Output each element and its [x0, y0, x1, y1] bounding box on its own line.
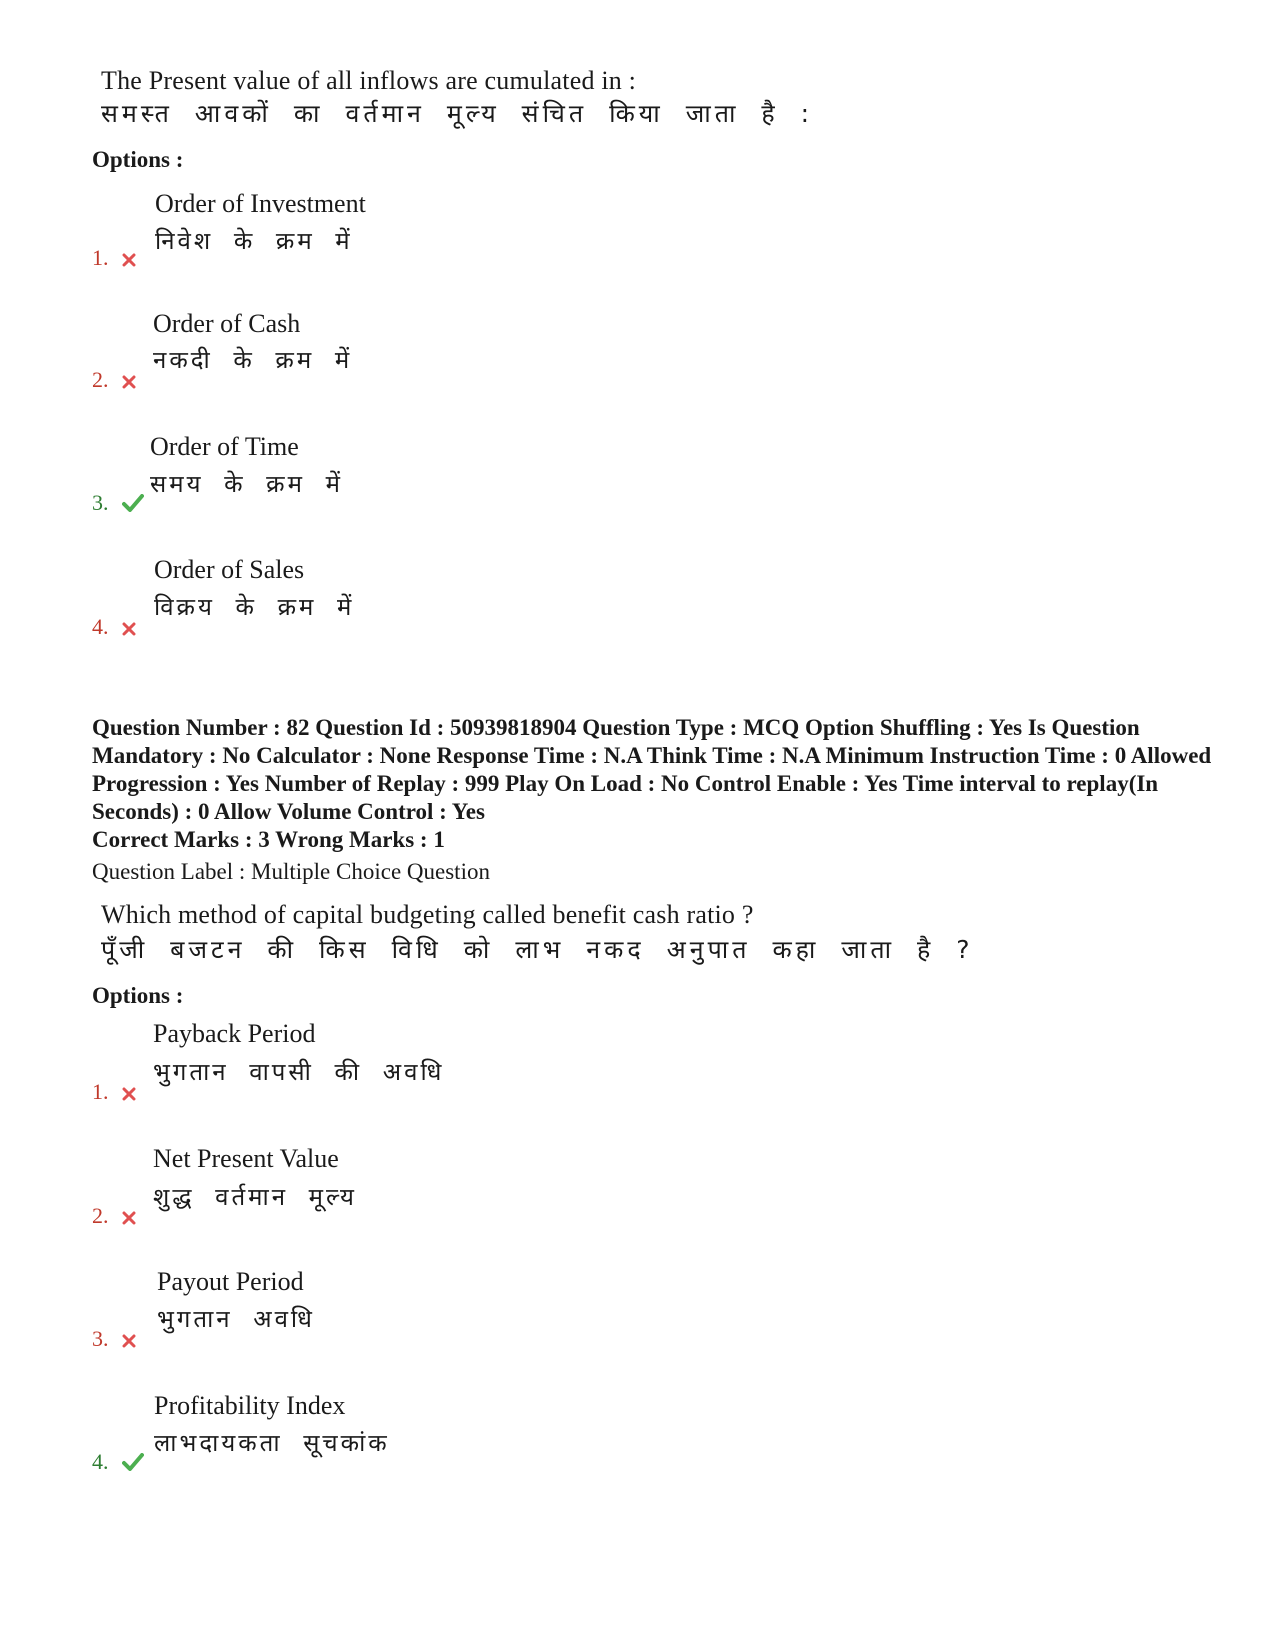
option-number-text: 1.: [92, 245, 109, 270]
q1-option-2-number: [92, 367, 136, 395]
q1-text-hi: समस्त आवकों का वर्तमान मूल्य संचित किया जाता है :: [101, 99, 814, 128]
check-icon: [122, 1451, 144, 1477]
q2-marks: Correct Marks : 3 Wrong Marks : 1: [92, 827, 445, 852]
q2-meta: Question Number : 82 Question Id : 50939818904 Question Type : MCQ Option Shuffling : Yes Is Question Mandatory : No Calculator : None Response Time : N.A Think Time : N.A Minimum Instruction Time : 0 Allowed Progression : Yes Number of Replay : 999 Play On Load : No Control Enable : Yes Time interval to replay(In Seconds) : 0 Allow Volume Control : Yes: [92, 715, 1212, 824]
q2-option-3-number: [92, 1326, 136, 1354]
q2-option-3-hi: भुगतान अवधि: [157, 1305, 315, 1333]
q1-option-3-number: [92, 490, 144, 518]
q2-option-1-hi: भुगतान वापसी की अवधि: [153, 1058, 445, 1086]
option-number-text: 3.: [92, 490, 109, 515]
cross-icon: [122, 616, 136, 642]
q1-option-2-en: Order of Cash: [153, 309, 301, 338]
q2-text-en: Which method of capital budgeting called benefit cash ratio ?: [101, 900, 754, 929]
q1-option-4-number: [92, 614, 136, 642]
q1-option-4-hi: विक्रय के क्रम में: [154, 593, 355, 621]
option-number-text: 2.: [92, 1203, 109, 1228]
option-number-text: 1.: [92, 1079, 109, 1104]
q2-label: Question Label : Multiple Choice Question: [92, 859, 490, 884]
q1-text-en: The Present value of all inflows are cumulated in :: [101, 66, 637, 95]
option-number-text: 3.: [92, 1326, 109, 1351]
q2-options-label: Options :: [92, 983, 184, 1008]
q2-option-4-en: Profitability Index: [154, 1391, 346, 1420]
option-number-text: 4.: [92, 614, 109, 639]
q1-option-3-hi: समय के क्रम में: [150, 470, 343, 498]
q1-option-1-hi: निवेश के क्रम में: [155, 227, 353, 255]
cross-icon: [122, 369, 136, 395]
q2-option-2-hi: शुद्ध वर्तमान मूल्य: [153, 1183, 357, 1211]
q2-option-1-number: [92, 1079, 136, 1107]
q2-option-3-en: Payout Period: [157, 1267, 304, 1296]
q1-option-3-en: Order of Time: [150, 432, 299, 461]
q1-option-2-hi: नकदी के क्रम में: [153, 346, 353, 374]
q2-option-2-number: [92, 1203, 136, 1231]
q1-option-1-en: Order of Investment: [155, 189, 366, 218]
check-icon: [122, 492, 144, 518]
q2-text-hi: पूँजी बजटन की किस विधि को लाभ नकद अनुपात कहा जाता है ?: [101, 935, 974, 964]
q2-option-1-en: Payback Period: [153, 1019, 316, 1048]
q1-option-1-number: [92, 245, 136, 273]
cross-icon: [122, 1205, 136, 1231]
q2-option-4-hi: लाभदायकता सूचकांक: [154, 1429, 390, 1457]
option-number-text: 4.: [92, 1449, 109, 1474]
q2-option-4-number: [92, 1449, 144, 1477]
q2-option-2-en: Net Present Value: [153, 1144, 339, 1173]
q1-options-label: Options :: [92, 147, 184, 172]
option-number-text: 2.: [92, 367, 109, 392]
cross-icon: [122, 1081, 136, 1107]
cross-icon: [122, 1328, 136, 1354]
cross-icon: [122, 247, 136, 273]
q1-option-4-en: Order of Sales: [154, 555, 305, 584]
